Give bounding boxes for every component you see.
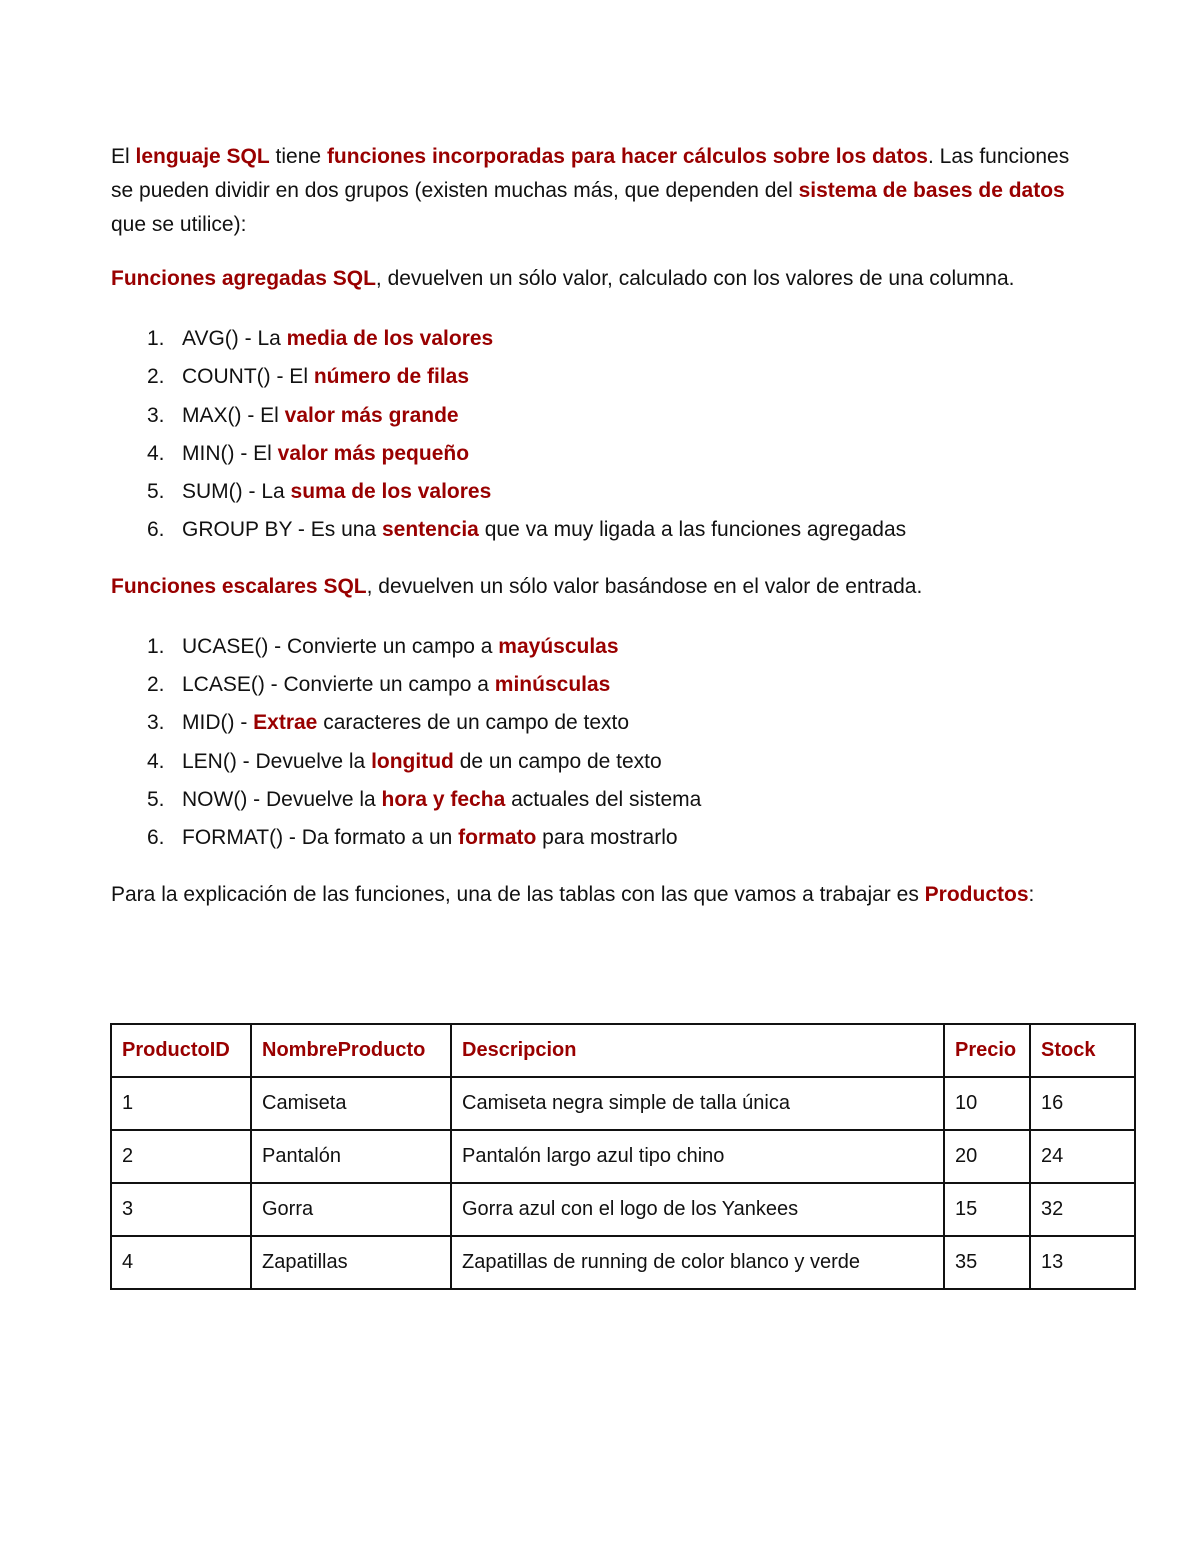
products-table [110, 1023, 1136, 1290]
list-text: UCASE() - Convierte un campo a [182, 634, 499, 658]
scalar-intro [111, 570, 1141, 604]
header-stock: Stock [1030, 1024, 1135, 1077]
list-text: MIN() - El [182, 441, 278, 465]
aggregate-functions-list [111, 320, 1141, 550]
list-item [111, 704, 1141, 742]
table-row [111, 1183, 1135, 1236]
list-highlight: valor más pequeño [277, 441, 470, 465]
list-item [111, 397, 1141, 435]
list-highlight: media de los valores [286, 327, 494, 350]
list-number: 6. [147, 826, 165, 850]
list-text: AVG() - La [182, 327, 287, 350]
table-cell: 13 [1030, 1236, 1135, 1289]
header-descripcion: Descripcion [451, 1024, 944, 1077]
intro-highlight-sistema: sistema de bases de datos [798, 179, 1065, 202]
list-item [111, 819, 1141, 857]
table-cell: 16 [1030, 1077, 1135, 1130]
table-cell: 1 [111, 1077, 251, 1130]
list-highlight: Extrae [253, 711, 318, 735]
list-highlight: número de filas [313, 365, 470, 389]
header-precio: Precio [944, 1024, 1030, 1077]
list-highlight: suma de los valores [290, 480, 492, 504]
table-cell: 3 [111, 1183, 251, 1236]
intro-highlight-funciones: funciones incorporadas para hacer cálculos sobre los datos [326, 145, 928, 168]
table-intro [111, 878, 1051, 912]
table-cell: Pantalón largo azul tipo chino [451, 1130, 944, 1183]
aggregate-description: , devuelven un sólo valor, calculado con los valores de una columna. [375, 267, 1015, 290]
list-number: 5. [147, 480, 165, 504]
table-cell: Gorra [251, 1183, 451, 1236]
list-item [111, 320, 1141, 358]
list-text: LCASE() - Convierte un campo a [182, 673, 495, 697]
list-text: de un campo de texto [453, 749, 662, 773]
list-number: 6. [147, 518, 165, 542]
list-item [111, 435, 1141, 473]
table-cell: Camiseta [251, 1077, 451, 1130]
list-number: 5. [147, 787, 165, 811]
list-number: 1. [147, 634, 165, 658]
header-productoid: ProductoID [111, 1024, 251, 1077]
list-number: 4. [147, 749, 165, 773]
list-text: LEN() - Devuelve la [182, 749, 372, 773]
list-highlight: minúsculas [494, 673, 611, 697]
table-header-row [111, 1024, 1135, 1077]
table-cell: Camiseta negra simple de talla única [451, 1077, 944, 1130]
intro-highlight-lenguaje-sql: lenguaje SQL [135, 145, 270, 168]
list-number: 2. [147, 673, 165, 697]
list-text: COUNT() - El [182, 365, 314, 389]
list-text: MID() - [182, 711, 254, 735]
list-item [111, 358, 1141, 396]
table-intro-text: : [1028, 882, 1035, 906]
table-cell: 32 [1030, 1183, 1135, 1236]
document-body [111, 140, 1141, 912]
table-intro-highlight-productos: Productos [924, 882, 1029, 906]
table-cell: 35 [944, 1236, 1030, 1289]
table-row [111, 1130, 1135, 1183]
list-item [111, 473, 1141, 511]
table-cell: 24 [1030, 1130, 1135, 1183]
list-highlight: formato [458, 826, 537, 850]
list-text: caracteres de un campo de texto [317, 711, 630, 735]
list-item [111, 666, 1141, 704]
list-text: GROUP BY - Es una [182, 518, 382, 542]
table-cell: Gorra azul con el logo de los Yankees [451, 1183, 944, 1236]
aggregate-intro [111, 262, 1051, 296]
list-number: 2. [147, 365, 165, 389]
list-number: 1. [147, 327, 165, 350]
list-highlight: valor más grande [284, 403, 459, 427]
list-text: actuales del sistema [505, 787, 702, 811]
table-intro-text: Para la explicación de las funciones, una de las tablas con las que vamos a trabajar es [111, 882, 925, 906]
table-cell: Zapatillas de running de color blanco y verde [451, 1236, 944, 1289]
table-cell: 10 [944, 1077, 1030, 1130]
list-text: SUM() - La [182, 480, 291, 504]
table-cell: Pantalón [251, 1130, 451, 1183]
list-number: 4. [147, 441, 165, 465]
aggregate-heading: Funciones agregadas SQL [111, 267, 376, 290]
table-cell: Zapatillas [251, 1236, 451, 1289]
table-row [111, 1236, 1135, 1289]
list-text: MAX() - El [182, 403, 285, 427]
list-number: 3. [147, 711, 165, 735]
list-text: que va muy ligada a las funciones agregadas [478, 518, 907, 542]
list-highlight: hora y fecha [381, 787, 506, 811]
list-number: 3. [147, 403, 165, 427]
list-text: FORMAT() - Da formato a un [182, 826, 459, 850]
scalar-functions-list [111, 628, 1141, 858]
header-nombreproducto: NombreProducto [251, 1024, 451, 1077]
list-item [111, 781, 1141, 819]
intro-text: que se utilice): [111, 213, 247, 236]
list-highlight: longitud [371, 749, 454, 773]
intro-paragraph [111, 140, 1091, 242]
table-cell: 20 [944, 1130, 1030, 1183]
list-item [111, 511, 1141, 549]
list-text: NOW() - Devuelve la [182, 787, 382, 811]
scalar-description: , devuelven un sólo valor basándose en el valor de entrada. [366, 574, 923, 598]
list-text: para mostrarlo [536, 826, 678, 850]
table-cell: 4 [111, 1236, 251, 1289]
list-highlight: mayúsculas [498, 634, 619, 658]
table-cell: 15 [944, 1183, 1030, 1236]
table-cell: 2 [111, 1130, 251, 1183]
list-highlight: sentencia [381, 518, 479, 542]
intro-text: . Las funciones se pueden dividir en dos grupos (existen muchas más, que dependen del [111, 145, 1070, 202]
intro-text: El [111, 145, 136, 168]
table-row [111, 1077, 1135, 1130]
scalar-heading: Funciones escalares SQL [111, 574, 367, 598]
list-item [111, 743, 1141, 781]
list-item [111, 628, 1141, 666]
intro-text: tiene [269, 145, 327, 168]
